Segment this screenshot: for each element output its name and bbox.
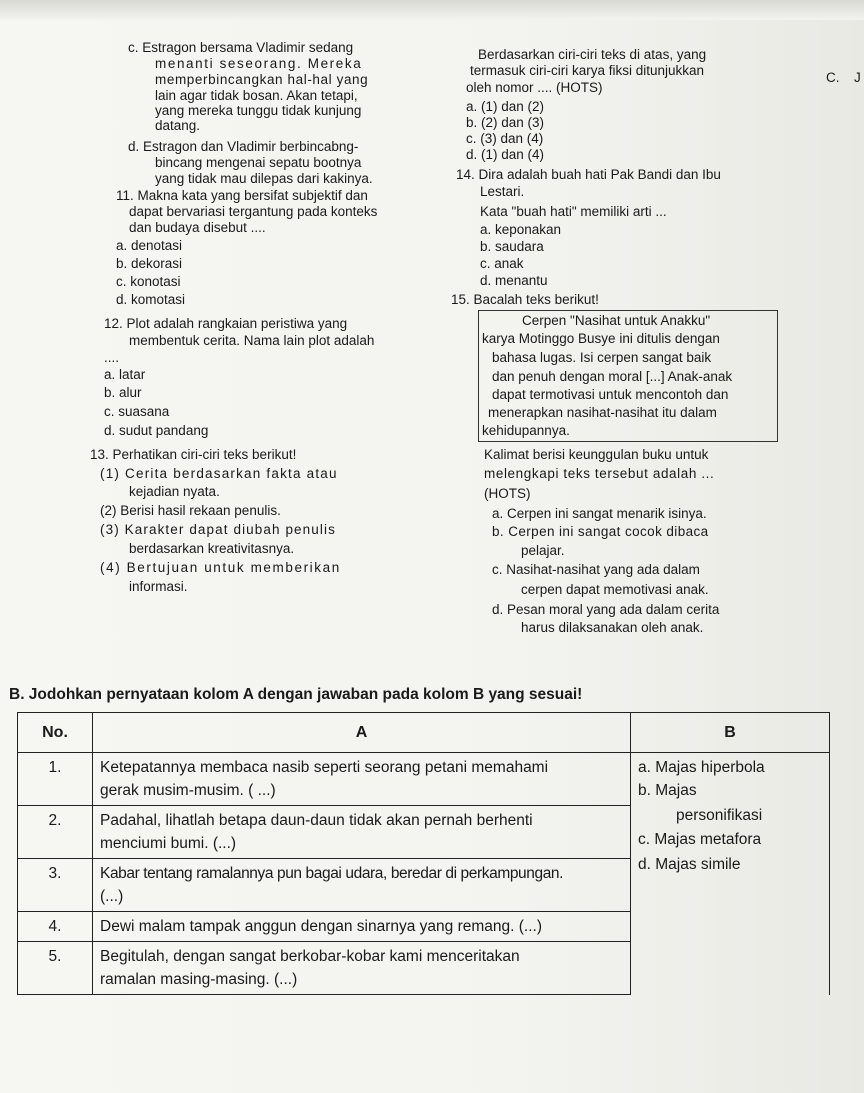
table-header-row xyxy=(18,713,830,753)
q15-option-c-cont: cerpen dapat memotivasi anak. xyxy=(521,582,709,597)
edge-fragment-c: C. xyxy=(826,70,840,85)
q15-after-2: melengkapi teks tersebut adalah ... xyxy=(484,466,715,481)
q13-item-3: (3) Karakter dapat diubah penulis xyxy=(100,522,336,537)
answer-a: a. Majas hiperbola xyxy=(638,759,765,776)
q15-box-line-5: dapat termotivasi untuk mencontoh dan xyxy=(492,387,729,402)
row-2-number: 2. xyxy=(18,806,93,859)
q12-option-a: a. latar xyxy=(104,367,146,382)
q15-box-line-3: bahasa lugas. Isi cerpen sangat baik xyxy=(492,350,712,365)
q12-option-c: c. suasana xyxy=(104,404,170,419)
edge-fragment-j: J xyxy=(854,70,861,85)
q14-stem-1: 14. Dira adalah buah hati Pak Bandi dan Ibu xyxy=(456,167,721,182)
q13-cont-option-d: d. (1) dan (4) xyxy=(466,147,545,162)
q11-option-c: c. konotasi xyxy=(116,274,181,289)
row-1-statement xyxy=(93,753,631,806)
row-3-line-2: (...) xyxy=(100,888,124,905)
q12-stem-3: .... xyxy=(104,350,120,365)
q10c-line-3: memperbincangkan hal-hal yang xyxy=(155,72,369,87)
q14-stem-3: Kata "buah hati" memiliki arti ... xyxy=(480,204,667,219)
page-top-shadow xyxy=(0,0,864,20)
q12-stem-2: membentuk cerita. Nama lain plot adalah xyxy=(129,333,375,348)
q10d-line-2: bincang mengenai sepatu bootnya xyxy=(155,155,362,170)
row-2-line-1: Padahal, lihatlah betapa daun-daun tidak akan pernah berhenti xyxy=(100,812,533,829)
q11-stem-1: 11. Makna kata yang bersifat subjektif dan xyxy=(116,188,368,203)
q12-option-d: d. sudut pandang xyxy=(104,423,209,438)
q15-after-1: Kalimat berisi keunggulan buku untuk xyxy=(484,447,709,462)
q15-option-d: d. Pesan moral yang ada dalam cerita xyxy=(492,602,720,617)
q11-option-b: b. dekorasi xyxy=(116,256,183,271)
header-a: A xyxy=(93,713,631,753)
q13-item-4: (4) Bertujuan untuk memberikan xyxy=(100,560,341,575)
row-4-statement xyxy=(93,912,631,942)
answer-b: b. Majas xyxy=(638,782,697,799)
q13-cont-stem-1: Berdasarkan ciri-ciri teks di atas, yang xyxy=(478,47,707,62)
q13-cont-option-b: b. (2) dan (3) xyxy=(466,115,545,130)
row-5-line-2: ramalan masing-masing. (...) xyxy=(100,971,298,988)
header-b: B xyxy=(631,713,830,753)
q15-option-b-cont: pelajar. xyxy=(521,543,565,558)
row-4-number: 4. xyxy=(18,912,93,942)
q15-box-line-1: Cerpen "Nasihat untuk Anakku" xyxy=(522,313,711,328)
row-1-line-1: Ketepatannya membaca nasib seperti seorang petani memahami xyxy=(100,759,549,776)
q10c-line-1: c. Estragon bersama Vladimir sedang xyxy=(128,40,354,55)
q14-option-d: d. menantu xyxy=(480,273,548,288)
row-5-statement xyxy=(93,942,631,995)
q11-stem-3: dan budaya disebut .... xyxy=(129,220,266,235)
q11-stem-2: dapat bervariasi tergantung pada konteks xyxy=(129,204,378,219)
q15-box-line-7: kehidupannya. xyxy=(482,423,570,438)
matching-table xyxy=(17,712,830,995)
q13-item-1-cont: kejadian nyata. xyxy=(129,484,220,499)
q13-cont-stem-2: termasuk ciri-ciri karya fiksi ditunjukkan xyxy=(470,63,705,78)
q10c-line-6: datang. xyxy=(155,118,201,133)
q10d-line-3: yang tidak mau dilepas dari kakinya. xyxy=(155,171,373,186)
answer-d: d. Majas simile xyxy=(638,856,741,873)
q10d-line-1: d. Estragon dan Vladimir berbincabng- xyxy=(128,139,359,154)
row-5-number: 5. xyxy=(18,942,93,995)
row-5-line-1: Begitulah, dengan sangat berkobar-kobar kami menceritakan xyxy=(100,948,520,965)
q15-option-c: c. Nasihat-nasihat yang ada dalam xyxy=(492,562,700,577)
q10c-line-4: lain agar tidak bosan. Akan tetapi, xyxy=(155,88,358,103)
row-4-line-1: Dewi malam tampak anggun dengan sinarnya yang remang. (...) xyxy=(100,918,542,935)
q15-after-3: (HOTS) xyxy=(484,486,531,501)
q13-cont-option-c: c. (3) dan (4) xyxy=(466,131,544,146)
q10c-line-5: yang mereka tunggu tidak kunjung xyxy=(155,103,362,118)
q15-option-d-cont: harus dilaksanakan oleh anak. xyxy=(521,620,704,635)
section-b-heading: B. Jodohkan pernyataan kolom A dengan jawaban pada kolom B yang sesuai! xyxy=(9,686,583,703)
q13-stem: 13. Perhatikan ciri-ciri teks berikut! xyxy=(90,447,297,462)
q15-option-a: a. Cerpen ini sangat menarik isinya. xyxy=(492,506,707,521)
q10c-line-2: menanti seseorang. Mereka xyxy=(155,56,363,71)
answer-b-cont: personifikasi xyxy=(676,807,763,824)
q13-cont-option-a: a. (1) dan (2) xyxy=(466,99,545,114)
q11-option-a: a. denotasi xyxy=(116,238,183,253)
q14-option-c: c. anak xyxy=(480,256,524,271)
q11-option-d: d. komotasi xyxy=(116,292,186,307)
row-2-statement xyxy=(93,806,631,859)
table-row xyxy=(18,753,830,806)
row-3-line-1: Kabar tentang ramalannya pun bagai udara, beredar di perkampungan. xyxy=(100,865,564,882)
q15-box-line-6: menerapkan nasihat-nasihat itu dalam xyxy=(488,405,717,420)
q12-stem-1: 12. Plot adalah rangkaian peristiwa yang xyxy=(104,316,348,331)
answer-c: c. Majas metafora xyxy=(638,831,762,848)
q13-cont-stem-3: oleh nomor .... (HOTS) xyxy=(466,80,603,95)
q12-option-b: b. alur xyxy=(104,385,142,400)
q13-item-4-cont: informasi. xyxy=(129,579,188,594)
q15-box-line-2: karya Motinggo Busye ini ditulis dengan xyxy=(482,331,720,346)
header-no: No. xyxy=(18,713,93,753)
q14-option-a: a. keponakan xyxy=(480,222,562,237)
row-2-line-2: menciumi bumi. (...) xyxy=(100,835,237,852)
row-3-number: 3. xyxy=(18,859,93,912)
q15-stem: 15. Bacalah teks berikut! xyxy=(451,292,599,307)
q13-item-2: (2) Berisi hasil rekaan penulis. xyxy=(100,503,281,518)
answer-column xyxy=(631,753,830,995)
row-3-statement xyxy=(93,859,631,912)
row-1-line-2: gerak musim-musim. ( ...) xyxy=(100,782,276,799)
q14-stem-2: Lestari. xyxy=(480,184,525,199)
q15-box-line-4: dan penuh dengan moral [...] Anak-anak xyxy=(492,369,733,384)
q13-item-1: (1) Cerita berdasarkan fakta atau xyxy=(100,466,338,481)
q13-item-3-cont: berdasarkan kreativitasnya. xyxy=(129,541,295,556)
q14-option-b: b. saudara xyxy=(480,239,544,254)
row-1-number: 1. xyxy=(18,753,93,806)
q15-option-b: b. Cerpen ini sangat cocok dibaca xyxy=(492,524,709,539)
